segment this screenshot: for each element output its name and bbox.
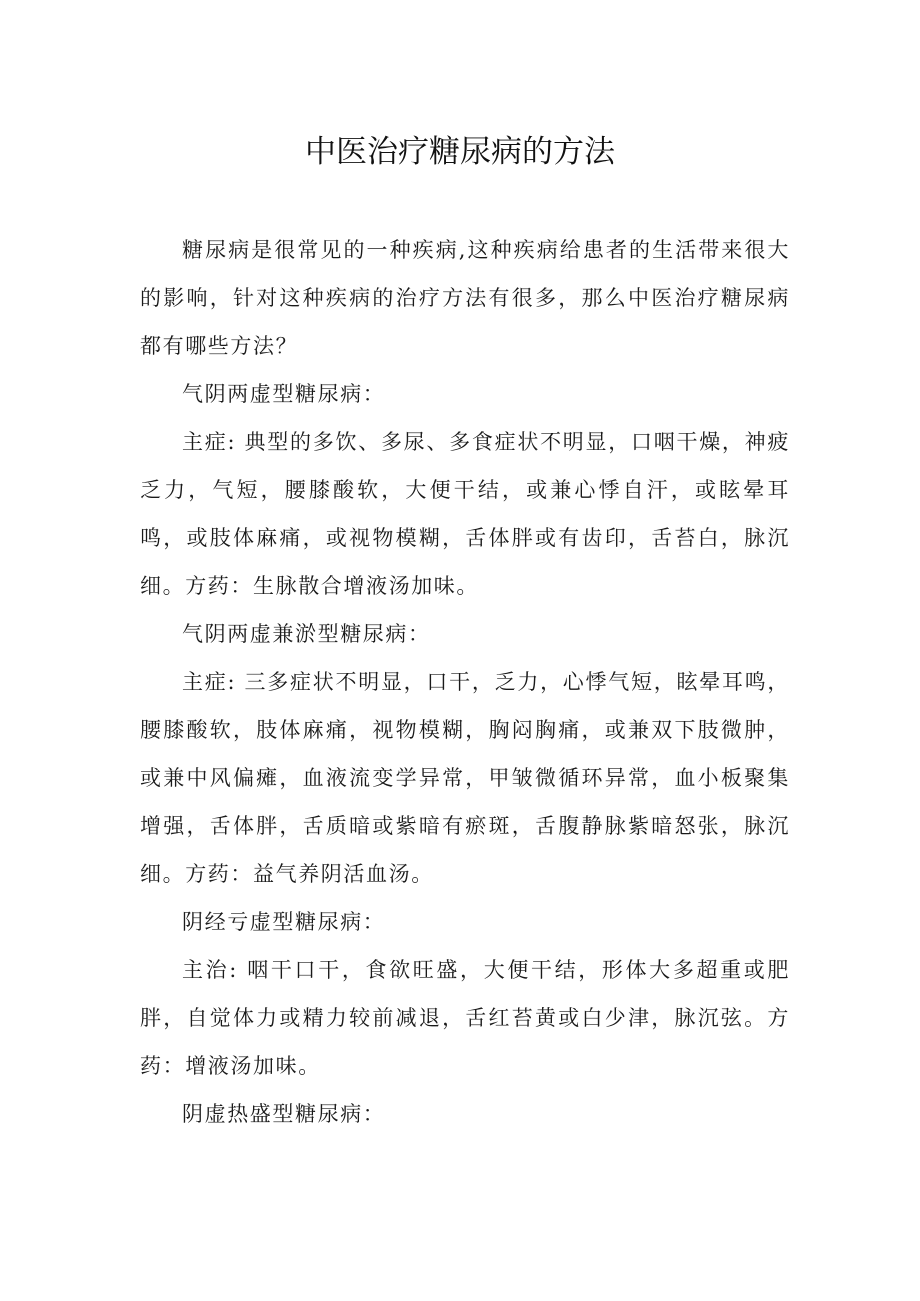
section-heading-qi-yin-deficiency-stasis: 气阴两虚兼淤型糖尿病： xyxy=(182,622,431,646)
section-heading-yin-deficiency: 阴经亏虚型糖尿病： xyxy=(182,910,386,934)
document-title: 中医治疗糖尿病的方法 xyxy=(305,134,615,170)
section-heading-yin-deficiency-heat: 阴虚热盛型糖尿病： xyxy=(182,1102,386,1126)
symptom-paragraph-qi-yin-deficiency-stasis: 主症: 三多症状不明显，口干，乏力，心悸气短，眩晕耳鸣，腰膝酸软，肢体麻痛，视物模糊，胸闷胸痛，或兼双下肢微肿，或兼中风偏瘫，血液流变学异常，甲皱微循环异常，血小板聚集增强，舌体胖，舌质暗或紫暗有瘀斑，舌腹静脉紫暗怒张，脉沉细。方药：益气养阴活血汤。 xyxy=(140,670,790,886)
symptom-paragraph-yin-deficiency: 主治: 咽干口干，食欲旺盛，大便干结，形体大多超重或肥胖，自觉体力或精力较前减退，舌红苔黄或白少津，脉沉弦。方药：增液汤加味。 xyxy=(140,958,790,1078)
intro-paragraph: 糖尿病是很常见的一种疾病,这种疾病给患者的生活带来很大的影响，针对这种疾病的治疗方法有很多，那么中医治疗糖尿病都有哪些方法？ xyxy=(140,238,790,358)
document-body xyxy=(140,226,790,1138)
section-heading-qi-yin-deficiency: 气阴两虚型糖尿病： xyxy=(182,382,386,406)
symptom-paragraph-qi-yin-deficiency: 主症: 典型的多饮、多尿、多食症状不明显，口咽干燥，神疲乏力，气短，腰膝酸软，大便干结，或兼心悸自汗，或眩晕耳鸣，或肢体麻痛，或视物模糊，舌体胖或有齿印，舌苔白，脉沉细。方药：生脉散合增液汤加味。 xyxy=(140,430,790,598)
